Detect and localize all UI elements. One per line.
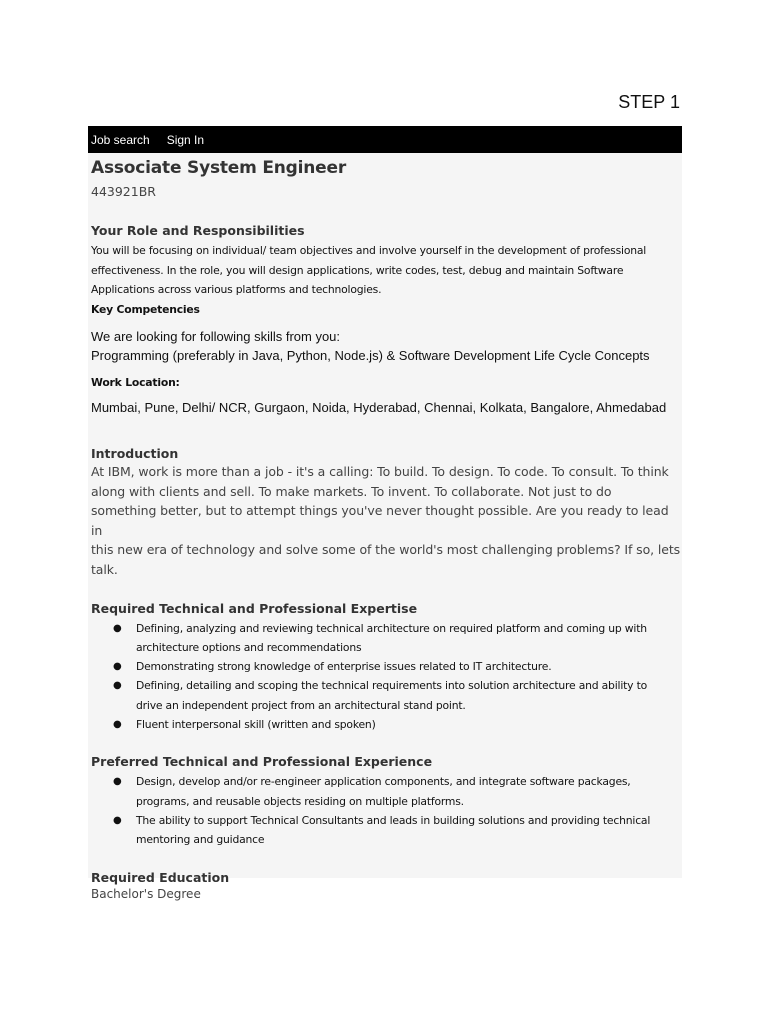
work-location-heading: Work Location: [91, 375, 180, 389]
list-item-line: Demonstrating strong knowledge of enterprise issues related to IT architecture. [136, 660, 552, 674]
required-expertise-heading: Required Technical and Professional Expertise [91, 600, 418, 616]
intro-line: this new era of technology and solve some of the world's most challenging problems? If so, lets [91, 542, 681, 558]
list-item-line: Defining, analyzing and reviewing technical architecture on required platform and coming up with [136, 621, 647, 635]
list-item-line: drive an independent project from an architectural stand point. [136, 698, 466, 712]
work-locations: Mumbai, Pune, Delhi/ NCR, Gurgaon, Noida, Hyderabad, Chennai, Kolkata, Bangalore, Ahmedabad [91, 399, 667, 415]
list-item [91, 772, 681, 811]
sign-in-link[interactable]: Sign In [166, 132, 205, 147]
job-req-id: 443921BR [91, 184, 156, 199]
list-item-line: programs, and reusable objects residing on multiple platforms. [136, 794, 464, 808]
intro-line: At IBM, work is more than a job - it's a calling: To build. To design. To code. To consult. To think [91, 464, 669, 479]
top-nav-bar [88, 126, 682, 153]
bullet-icon: ● [113, 776, 122, 788]
list-item-line: The ability to support Technical Consultants and leads in building solutions and providing technical [136, 813, 651, 827]
education-heading: Required Education [91, 869, 230, 885]
bullet-icon: ● [113, 680, 122, 692]
intro-line: along with clients and sell. To make markets. To invent. To collaborate. Not just to do [91, 483, 612, 499]
job-content [91, 156, 681, 903]
education-value: Bachelor's Degree [91, 886, 201, 901]
bullet-icon: ● [113, 719, 122, 731]
list-item [91, 715, 681, 734]
list-item-line: Design, develop and/or re-engineer application components, and integrate software packages, [136, 775, 631, 789]
skills-intro: We are looking for following skills from you: [91, 328, 341, 344]
role-line: effectiveness. In the role, you will design applications, write codes, test, debug and maintain Software [91, 263, 624, 277]
list-item [91, 619, 681, 658]
intro-line: talk. [91, 561, 118, 577]
bullet-icon: ● [113, 814, 122, 826]
role-heading: Your Role and Responsibilities [91, 223, 305, 238]
required-expertise-list [91, 619, 681, 735]
skills-list: Programming (preferably in Java, Python, Node.js) & Software Development Life Cycle Concepts [91, 348, 650, 363]
list-item-line: Fluent interpersonal skill (written and spoken) [136, 718, 376, 732]
list-item-line: Defining, detailing and scoping the technical requirements into solution architecture and ability to [136, 679, 648, 693]
competencies-heading: Key Competencies [91, 302, 200, 316]
job-title: Associate System Engineer [91, 158, 347, 178]
list-item [91, 657, 681, 676]
step-label: STEP 1 [618, 92, 680, 112]
introduction-heading: Introduction [91, 446, 179, 461]
job-search-link[interactable]: Job search [91, 132, 150, 147]
bullet-icon: ● [113, 661, 122, 673]
role-line: Applications across various platforms and technologies. [91, 283, 382, 296]
preferred-experience-heading: Preferred Technical and Professional Experience [91, 754, 433, 770]
role-line: You will be focusing on individual/ team objectives and involve yourself in the development of professional [91, 244, 647, 257]
preferred-experience-list [91, 772, 681, 849]
list-item-line: mentoring and guidance [136, 833, 265, 847]
list-item [91, 811, 681, 850]
list-item [91, 676, 681, 715]
introduction-text [91, 462, 681, 580]
intro-line: something better, but to attempt things you've never thought possible. Are you ready to lead in [91, 503, 669, 538]
skills-block [91, 327, 681, 366]
list-item-line: architecture options and recommendations [136, 640, 362, 654]
bullet-icon: ● [113, 622, 122, 634]
role-description [91, 241, 681, 300]
